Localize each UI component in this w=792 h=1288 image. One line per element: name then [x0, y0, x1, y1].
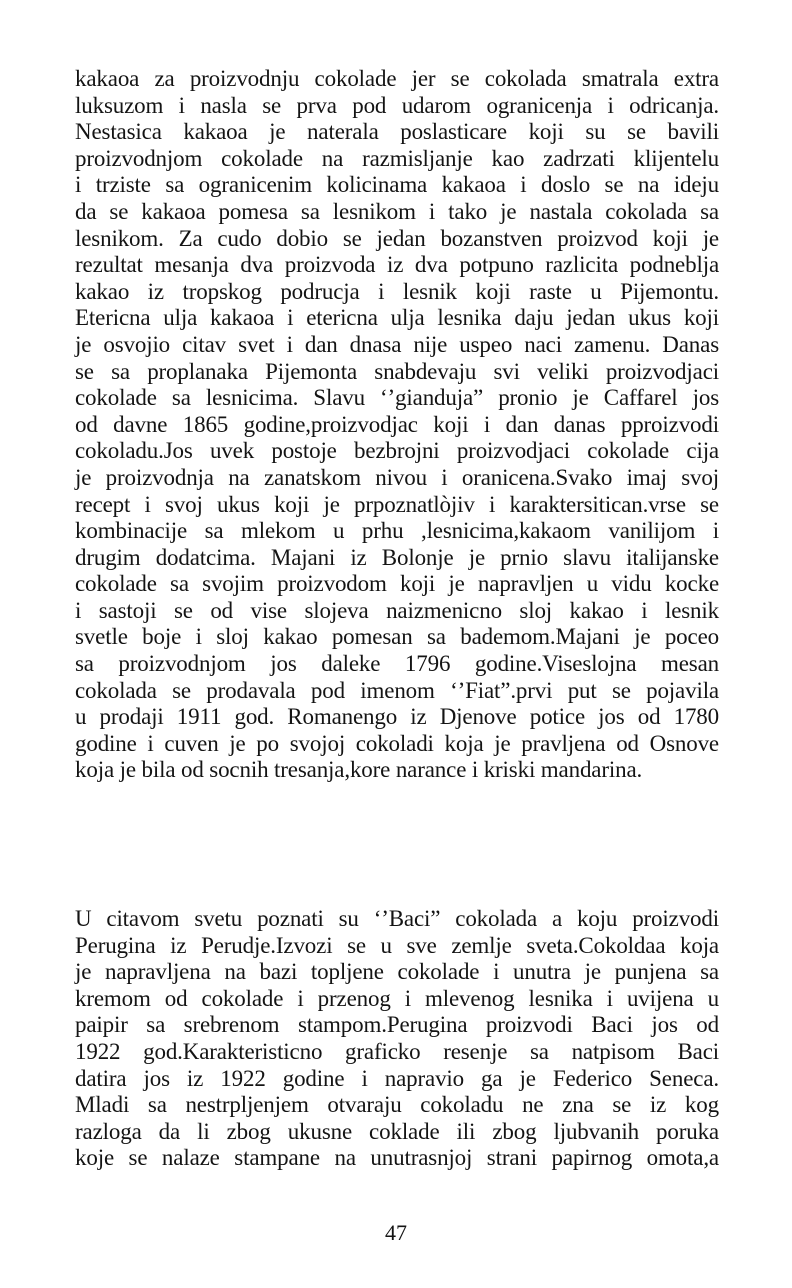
- text-line: 1922 god.Karakteristicno graficko resenje sa natpisom Baci: [75, 1038, 719, 1064]
- text-line: cokolada se prodavala pod imenom ‘’Fiat”.prvi put se pojavila: [75, 677, 719, 703]
- text-line: Mladi sa nestrpljenjem otvaraju cokoladu ne zna se iz kog: [75, 1092, 719, 1118]
- text-line: kakao iz tropskog podrucja i lesnik koji raste u Pijemontu.: [75, 278, 719, 304]
- text-line: je napravljena na bazi topljene cokolade i unutra je punjena sa: [75, 959, 719, 985]
- text-line: koje se nalaze stampane na unutrasnjoj strani papirnog omota,a: [75, 1145, 719, 1171]
- text-line: i trziste sa ogranicenim kolicinama kakaoa i doslo se na ideju: [75, 172, 719, 198]
- text-line: i sastoji se od vise slojeva naizmenicno sloj kakao i lesnik: [75, 597, 719, 623]
- text-line: cokolade sa lesnicima. Slavu ‘’gianduja” pronio je Caffarel jos: [75, 385, 719, 411]
- text-line: kombinacije sa mlekom u prhu ,lesnicima,kakaom vanilijom i: [75, 518, 719, 544]
- text-line: svetle boje i sloj kakao pomesan sa bademom.Majani je poceo: [75, 624, 719, 650]
- text-line: razloga da li zbog ukusne coklade ili zbog ljubvanih poruka: [75, 1118, 719, 1144]
- text-line: U citavom svetu poznati su ‘’Baci” cokolada a koju proizvodi: [75, 906, 719, 931]
- paragraph-2: [75, 906, 719, 1172]
- text-line: je osvojio citav svet i dan dnasa nije uspeo naci zamenu. Danas: [75, 331, 719, 357]
- text-line: luksuzom i nasla se prva pod udarom ogranicenja i odricanja.: [75, 92, 719, 118]
- text-line: rezultat mesanja dva proizvoda iz dva potpuno razlicita podneblja: [75, 252, 719, 278]
- text-line: je proizvodnja na zanatskom nivou i oranicena.Svako imaj svoj: [75, 464, 719, 490]
- text-line: od davne 1865 godine,proizvodjac koji i dan danas pproizvodi: [75, 411, 719, 437]
- text-line: paipir sa srebrenom stampom.Perugina proizvodi Baci jos od: [75, 1012, 719, 1038]
- text-line: Perugina iz Perudje.Izvozi se u sve zemlje sveta.Cokoldaa koja: [75, 932, 719, 958]
- text-line: kakaoa za proizvodnju cokolade jer se cokolada smatrala extra: [75, 66, 719, 91]
- text-line: datira jos iz 1922 godine i napravio ga je Federico Seneca.: [75, 1065, 719, 1091]
- text-line: lesnikom. Za cudo dobio se jedan bozanstven proizvod koji je: [75, 225, 719, 251]
- text-line: u prodaji 1911 god. Romanengo iz Djenove potice jos od 1780: [75, 704, 719, 730]
- text-line: drugim dodatcima. Majani iz Bolonje je prnio slavu italijanske: [75, 544, 719, 570]
- text-line: proizvodnjom cokolade na razmisljanje kao zadrzati klijentelu: [75, 145, 719, 171]
- text-line: da se kakaoa pomesa sa lesnikom i tako je nastala cokolada sa: [75, 198, 719, 224]
- page-number: 47: [385, 1220, 407, 1245]
- text-line: se sa proplanaka Pijemonta snabdevaju svi veliki proizvodjaci: [75, 358, 719, 384]
- paragraph-1: [75, 66, 719, 784]
- text-line: cokolade sa svojim proizvodom koji je napravljen u vidu kocke: [75, 571, 719, 597]
- text-line: kremom od cokolade i przenog i mlevenog lesnika i uvijena u: [75, 985, 719, 1011]
- text-line: cokoladu.Jos uvek postoje bezbrojni proizvodjaci cokolade cija: [75, 438, 719, 464]
- text-line: koja je bila od socnih tresanja,kore narance i kriski mandarina.: [75, 757, 643, 783]
- text-line: godine i cuven je po svojoj cokoladi koja je pravljena od Osnove: [75, 730, 719, 756]
- text-line: Nestasica kakaoa je naterala poslasticare koji su se bavili: [75, 119, 719, 145]
- text-line: recept i svoj ukus koji je prpoznatlòjiv i karaktersitican.vrse se: [75, 491, 719, 517]
- text-line: Etericna ulja kakaoa i etericna ulja lesnika daju jedan ukus koji: [75, 305, 719, 331]
- text-line: sa proizvodnjom jos daleke 1796 godine.Viseslojna mesan: [75, 651, 719, 677]
